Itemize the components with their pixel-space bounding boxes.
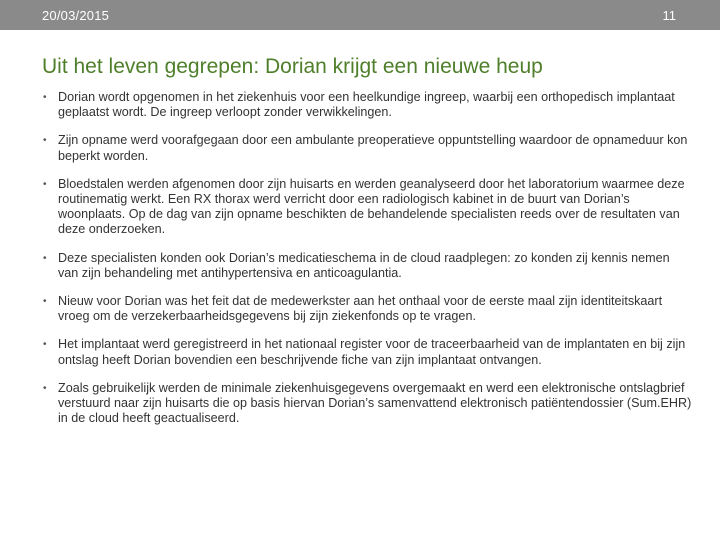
slide-header-bar <box>0 0 720 30</box>
bullet-text: Het implantaat werd geregistreerd in het nationaal register voor de traceerbaarheid van de implantaten en bij zijn ontslag heeft Dorian bovendien een beschrijvende fiche van zijn implantaat ontvangen. <box>58 337 686 367</box>
bullet-text: Deze specialisten konden ook Dorian’s medicatieschema in de cloud raadplegen: zo konden zij kennis nemen van zijn behandeling met antihypertensiva en anticoagulantia. <box>58 250 670 280</box>
bullet-item <box>42 337 692 367</box>
slide-page-number: 11 <box>662 8 676 23</box>
bullet-item <box>42 294 692 324</box>
bullet-item <box>42 381 692 427</box>
bullet-item <box>42 90 692 120</box>
bullet-marker: • <box>43 135 47 147</box>
bullet-item <box>42 177 692 238</box>
bullet-marker: • <box>43 382 47 394</box>
bullet-marker: • <box>43 178 47 190</box>
bullet-marker: • <box>43 92 47 103</box>
bullet-item <box>42 251 692 281</box>
bullet-text: Zijn opname werd voorafgegaan door een ambulante preoperatieve oppuntstelling waardoor de opnameduur kon beperkt worden. <box>58 133 688 163</box>
bullet-text: Nieuw voor Dorian was het feit dat de medewerkster aan het onthaal voor de eerste maal zijn identiteitskaart vroeg om de verzekerbaarheidsgegevens bij zijn ziekenfonds op te vragen. <box>58 294 663 324</box>
bullet-marker: • <box>43 296 47 308</box>
slide-date: 20/03/2015 <box>42 8 110 23</box>
bullet-text: Bloedstalen werden afgenomen door zijn huisarts en werden geanalyseerd door het laboratorium waarmee deze routinematig werkt. Een RX thorax werd verricht door een radiologisch kabinet in de buurt van Dorian’s woonplaats. Op de dag van zijn opname beschikten de behandelende specialisten reeds over de resultaten van deze onderzoeken. <box>58 176 685 237</box>
slide-title: Uit het leven gegrepen: Dorian krijgt een nieuwe heup <box>42 55 543 78</box>
bullet-list <box>42 90 692 426</box>
bullet-text: Dorian wordt opgenomen in het ziekenhuis voor een heelkundige ingreep, waarbij een orthopedisch implantaat geplaatst wordt. De ingreep verloopt zonder verwikkelingen. <box>58 90 675 120</box>
bullet-marker: • <box>43 339 47 351</box>
bullet-text: Zoals gebruikelijk werden de minimale ziekenhuisgegevens overgemaakt en werd een elektronische ontslagbrief verstuurd naar zijn huisarts die op basis hiervan Dorian’s samenvattend elektronisch patiëntendossier (Sum.EHR) in de cloud heeft geactualiseerd. <box>58 380 692 426</box>
bullet-marker: • <box>43 252 47 264</box>
bullet-item <box>42 133 692 163</box>
